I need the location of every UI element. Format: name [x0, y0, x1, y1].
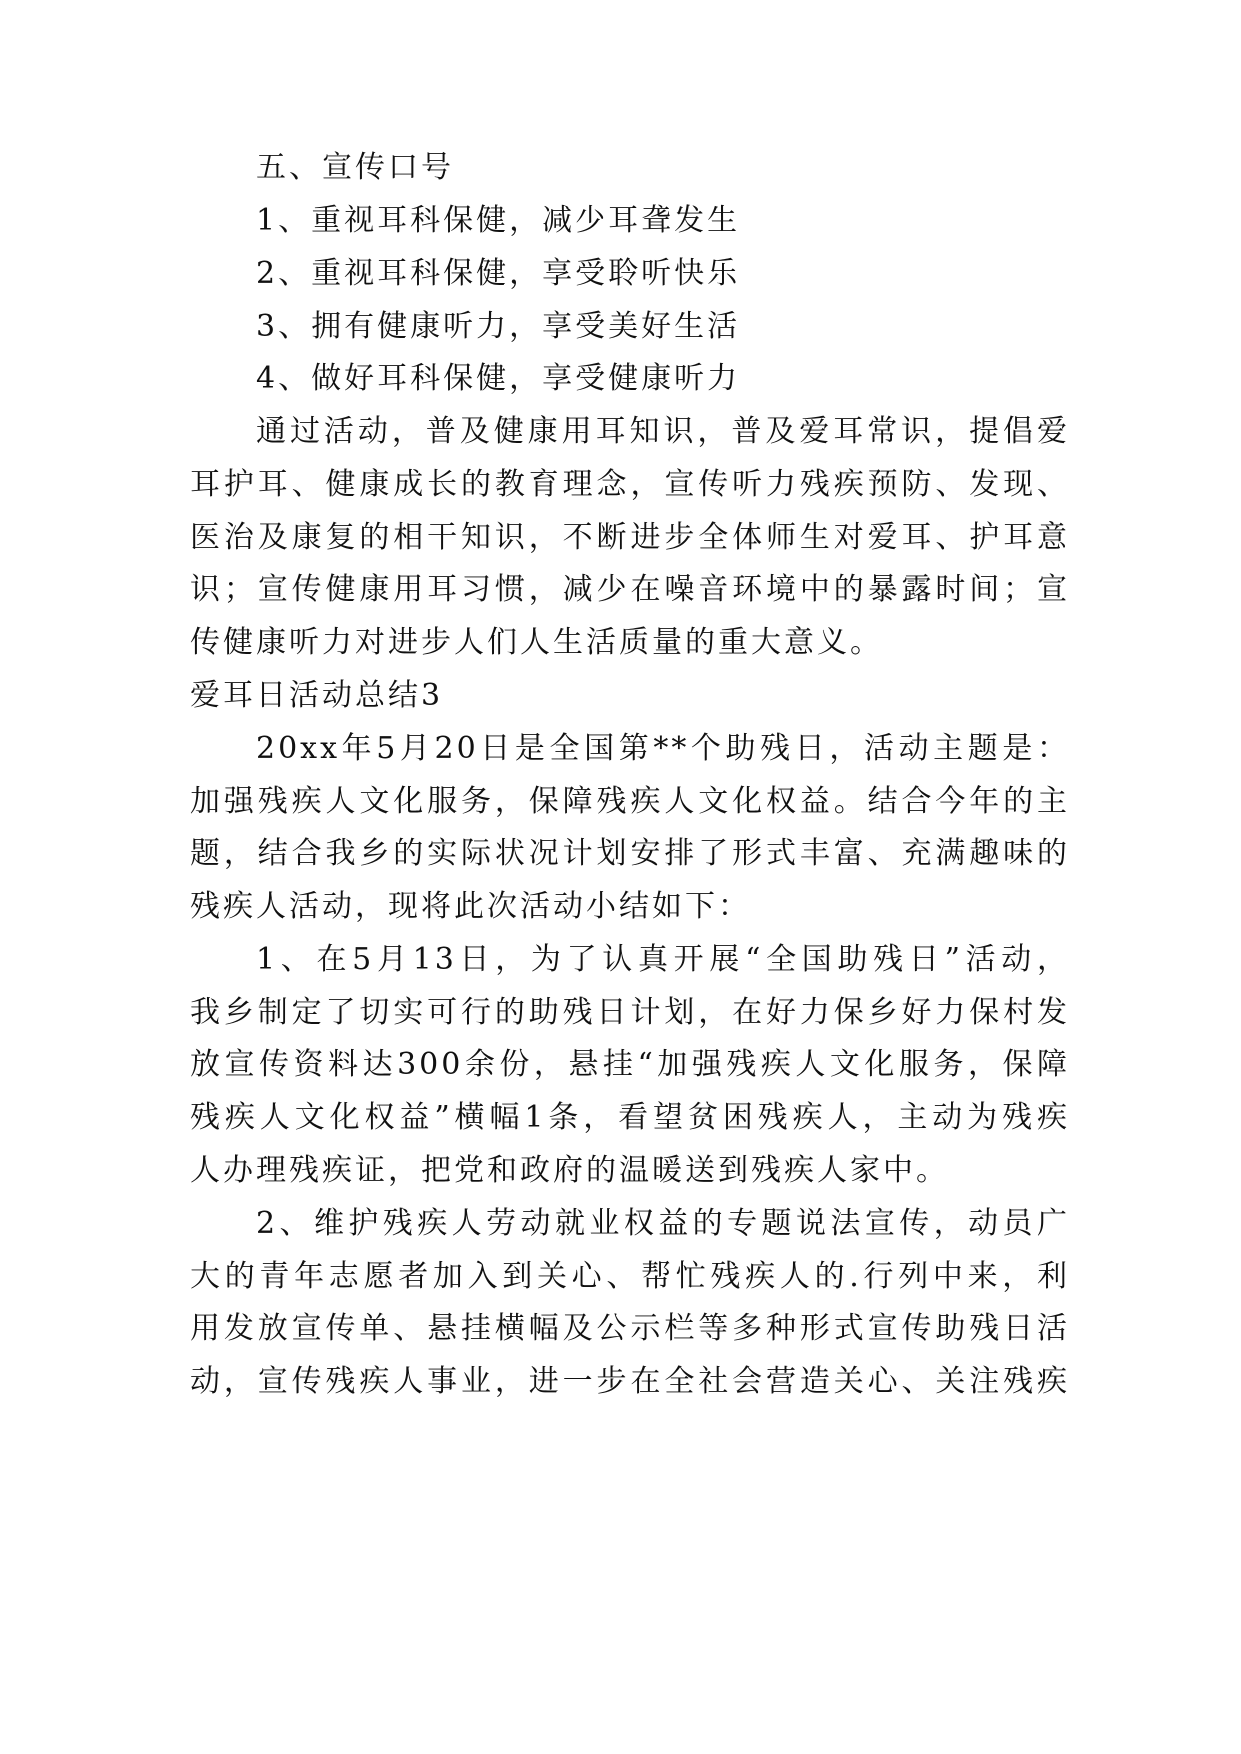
slogan-item: 3、拥有健康听力，享受美好生活 — [256, 309, 741, 344]
paragraph-line: 人办理残疾证，把党和政府的温暖送到残疾人家中。 — [190, 1153, 949, 1188]
paragraph-line: 20xx年5月20日是全国第**个助残日，活动主题是： — [256, 731, 1070, 766]
slogan-item: 1、重视耳科保健，减少耳聋发生 — [256, 203, 741, 238]
slogan-item: 4、做好耳科保健，享受健康听力 — [256, 361, 741, 396]
paragraph-line: 加强残疾人文化服务，保障残疾人文化权益。结合今年的主 — [190, 784, 1070, 819]
paragraph-line: 大的青年志愿者加入到关心、帮忙残疾人的.行列中来，利 — [190, 1259, 1070, 1294]
paragraph-line: 我乡制定了切实可行的助残日计划，在好力保乡好力保村发 — [190, 995, 1070, 1030]
paragraph-line: 耳护耳、健康成长的教育理念，宣传听力残疾预防、发现、 — [190, 467, 1070, 502]
paragraph-line: 传健康听力对进步人们人生活质量的重大意义。 — [190, 625, 883, 660]
article-title: 爱耳日活动总结3 — [190, 678, 444, 713]
paragraph-line: 放宣传资料达300余份，悬挂“加强残疾人文化服务，保障 — [190, 1047, 1070, 1082]
section-heading: 五、宣传口号 — [256, 150, 454, 185]
paragraph-line: 医治及康复的相干知识，不断进步全体师生对爱耳、护耳意 — [190, 520, 1070, 555]
paragraph-line: 通过活动，普及健康用耳知识，普及爱耳常识，提倡爱 — [256, 414, 1070, 449]
slogan-item: 2、重视耳科保健，享受聆听快乐 — [256, 256, 741, 291]
paragraph-line: 1、在5月13日，为了认真开展“全国助残日”活动， — [256, 942, 1070, 977]
paragraph-line: 残疾人活动，现将此次活动小结如下： — [190, 889, 751, 924]
paragraph-line: 用发放宣传单、悬挂横幅及公示栏等多种形式宣传助残日活 — [190, 1311, 1070, 1346]
paragraph-line: 题，结合我乡的实际状况计划安排了形式丰富、充满趣味的 — [190, 836, 1070, 871]
paragraph-line: 残疾人文化权益”横幅1条，看望贫困残疾人，主动为残疾 — [190, 1100, 1070, 1135]
paragraph-line: 识；宣传健康用耳习惯，减少在噪音环境中的暴露时间；宣 — [190, 572, 1070, 607]
paragraph-line: 动，宣传残疾人事业，进一步在全社会营造关心、关注残疾 — [190, 1364, 1070, 1399]
paragraph-line: 2、维护残疾人劳动就业权益的专题说法宣传，动员广 — [256, 1206, 1070, 1241]
